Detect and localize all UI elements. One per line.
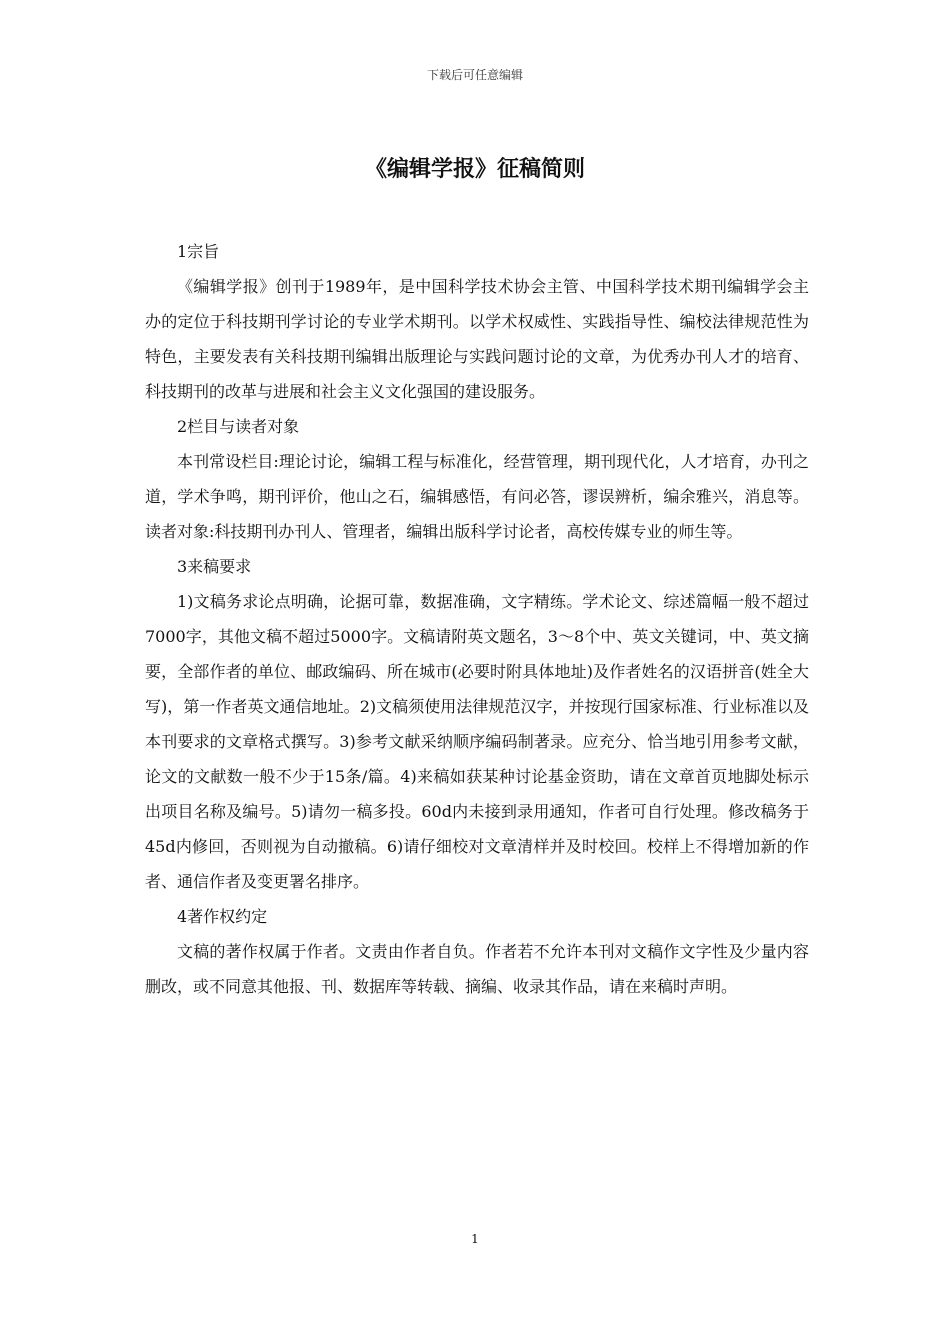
section-body-columns-readers: 本刊常设栏目:理论讨论，编辑工程与标准化，经营管理，期刊现代化，人才培育，办刊之道，学术争鸣，期刊评价，他山之石，编辑感悟，有问必答，谬误辨析，编余雅兴，消息等。读者对象:科技期刊办刊人、管理者，编辑出版科学讨论者，高校传媒专业的师生等。 — [145, 452, 809, 541]
section-heading-submission-requirements: 3来稿要求 — [177, 557, 252, 576]
document-body — [145, 234, 809, 1004]
section-body-purpose: 《编辑学报》创刊于1989年，是中国科学技术协会主管、中国科学技术期刊编辑学会主办的定位于科技期刊学讨论的专业学术期刊。以学术权威性、实践指导性、编校法律规范性为特色，主要发表有关科技期刊编辑出版理论与实践问题讨论的文章，为优秀办刊人才的培育、科技期刊的改革与进展和社会主义文化强国的建设服务。 — [145, 277, 809, 401]
section-body-copyright: 文稿的著作权属于作者。文责由作者自负。作者若不允许本刊对文稿作文字性及少量内容删改，或不同意其他报、刊、数据库等转载、摘编、收录其作品，请在来稿时声明。 — [145, 942, 809, 996]
page-number: 1 — [471, 1232, 479, 1246]
section-heading-purpose: 1宗旨 — [177, 242, 220, 261]
section-heading-copyright: 4著作权约定 — [177, 907, 268, 926]
document-title: 《编辑学报》征稿简则 — [364, 156, 585, 182]
section-body-submission-requirements: 1)文稿务求论点明确，论据可靠，数据准确，文字精练。学术论文、综述篇幅一般不超过7000字，其他文稿不超过5000字。文稿请附英文题名，3～8个中、英文关键词，中、英文摘要，全部作者的单位、邮政编码、所在城市(必要时附具体地址)及作者姓名的汉语拼音(姓全大写)，第一作者英文通信地址。2)文稿须使用法律规范汉字，并按现行国家标准、行业标准以及本刊要求的文章格式撰写。3)参考文献采纳顺序编码制著录。应充分、恰当地引用参考文献，论文的文献数一般不少于15条/篇。4)来稿如获某种讨论基金资助，请在文章首页地脚处标示出项目名称及编号。5)请勿一稿多投。60d内未接到录用通知，作者可自行处理。修改稿务于45d内修回，否则视为自动撤稿。6)请仔细校对文章清样并及时校回。校样上不得增加新的作者、通信作者及变更署名排序。 — [145, 592, 809, 891]
header-note: 下载后可任意编辑 — [426, 68, 523, 82]
section-heading-columns-readers: 2栏目与读者对象 — [177, 417, 300, 436]
